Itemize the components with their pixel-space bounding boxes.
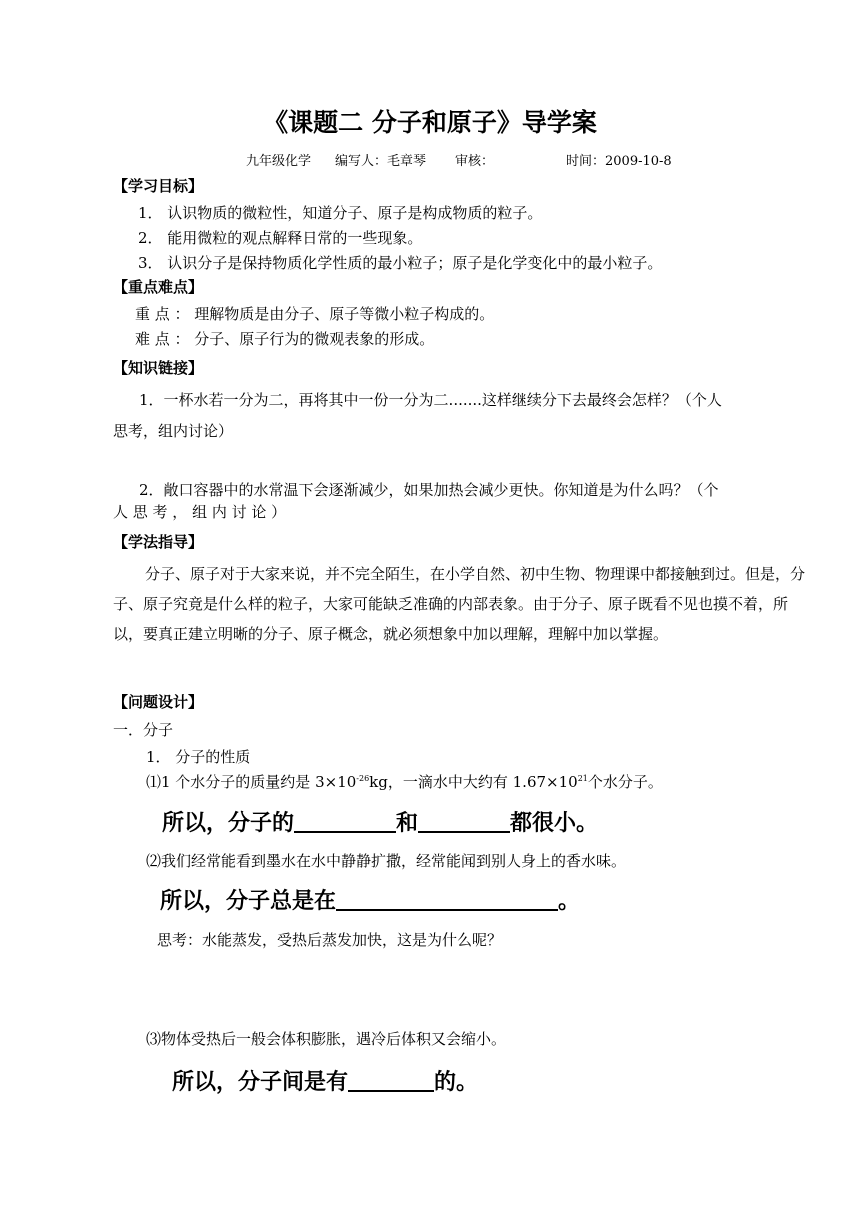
conclusion-1-b: 和 [396, 811, 419, 836]
molecule-properties-label: 1． 分子的性质 [146, 748, 251, 766]
property-1-suffix: 个水分子。 [587, 773, 663, 791]
knowledge-question-1: 1．一杯水若一分为二，再将其中一份一分为二.......这样继续分下去最终会怎样？（个人 [139, 391, 722, 409]
goal-item: 2． 能用微粒的观点解释日常的一些现象。 [138, 229, 423, 247]
think-question: 思考：水能蒸发，受热后蒸发加快，这是为什么呢？ [157, 931, 503, 949]
property-1-prefix: ⑴1 个水分子的质量约是 3×10 [146, 773, 357, 791]
property-1-mid: kg，一滴水中大约有 1.67×10 [369, 773, 578, 791]
conclusion-2-a: 所以，分子总是在 [160, 889, 337, 914]
knowledge-question-2-cont: 人 思 考 ， 组 内 讨 论 ） [113, 503, 287, 521]
property-1-text [146, 771, 663, 792]
grade-label: 九年级化学 [246, 154, 312, 169]
conclusion-3-a: 所以，分子间是有 [172, 1070, 349, 1095]
author-label: 编写人：毛章琴 [335, 154, 427, 169]
knowledge-question-1-cont: 思考，组内讨论） [113, 422, 234, 440]
part-molecule-label: 一．分子 [113, 721, 174, 739]
key-points-heading: 【重点难点】 [113, 278, 204, 296]
conclusion-1-a: 所以，分子的 [162, 811, 295, 836]
answer-blank-1[interactable] [294, 809, 396, 833]
answer-blank-2[interactable] [418, 809, 510, 833]
property-2-text: ⑵我们经常能看到墨水在水中静静扩撒，经常能闻到别人身上的香水味。 [146, 852, 627, 870]
answer-blank-3[interactable] [336, 887, 558, 911]
goal-item: 1． 认识物质的微粒性，知道分子、原子是构成物质的粒子。 [138, 204, 543, 222]
conclusion-2 [160, 884, 580, 915]
exponent-1: -26 [356, 774, 370, 783]
method-heading: 【学法指导】 [113, 533, 204, 551]
goal-item: 3． 认识分子是保持物质化学性质的最小粒子；原子是化学变化中的最小粒子。 [138, 254, 663, 272]
focus-text: 重 点 ： 理解物质是由分子、原子等微小粒子构成的。 [135, 305, 495, 323]
conclusion-1 [162, 806, 598, 837]
knowledge-link-heading: 【知识链接】 [113, 359, 204, 377]
goals-heading: 【学习目标】 [113, 177, 204, 195]
method-paragraph: 分子、原子对于大家来说，并不完全陌生，在小学自然、初中生物、物理课中都接触到过。但是，分子、原子究竟是什么样的粒子，大家可能缺乏准确的内部表象。由于分子、原子既看不见也摸不着，所以，要真正建立明晰的分子、原子概念，就必须想象中加以理解，理解中加以掌握。 [113, 565, 806, 643]
property-3-text: ⑶物体受热后一般会体积膨胀，遇冷后体积又会缩小。 [146, 1030, 507, 1048]
conclusion-3-b: 的。 [434, 1070, 479, 1095]
page-title: 《课题二 分子和原子》导学案 [263, 108, 597, 137]
knowledge-question-2: 2．敞口容器中的水常温下会逐渐减少，如果加热会减少更快。你知道是为什么吗？（个 [139, 481, 719, 499]
answer-blank-4[interactable] [348, 1068, 434, 1092]
date-label: 时间：2009-10-8 [566, 154, 672, 169]
conclusion-1-c: 都很小。 [510, 811, 599, 836]
reviewer-label: 审核： [455, 154, 495, 169]
difficulty-text: 难 点 ： 分子、原子行为的微观表象的形成。 [135, 330, 435, 348]
exponent-2: 21 [577, 774, 588, 783]
conclusion-3 [172, 1065, 478, 1096]
problem-heading: 【问题设计】 [113, 693, 204, 711]
conclusion-2-b: 。 [558, 889, 581, 914]
